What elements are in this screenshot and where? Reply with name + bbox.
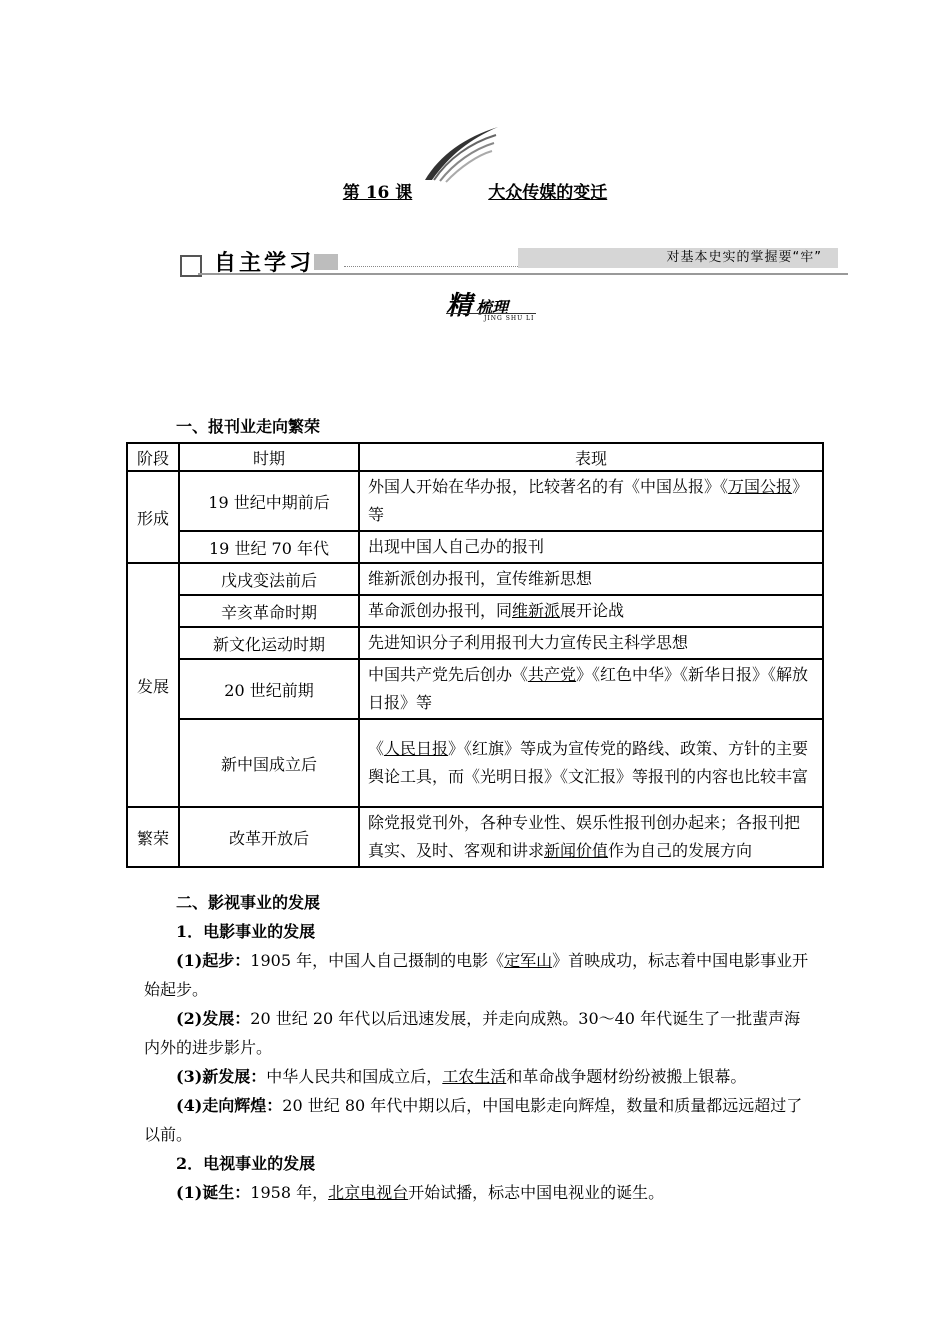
table-row: [127, 531, 823, 563]
desc-cell: 外国人开始在华办报，比较著名的有《中国丛报》《万国公报》等: [359, 471, 823, 531]
paragraph: (3)新发展：中华人民共和国成立后，工农生活和革命战争题材纷纷被搬上银幕。: [176, 1067, 747, 1086]
table-row: [127, 659, 823, 719]
period-cell: 新文化运动时期: [179, 627, 359, 659]
desc-cell: 出现中国人自己办的报刊: [359, 531, 823, 563]
table-row: [127, 627, 823, 659]
badge-underline: [446, 313, 536, 314]
banner-grey-block: [314, 254, 338, 270]
table-header-cell: 阶段: [127, 443, 179, 471]
badge-big-char: 精: [446, 291, 473, 321]
table-row: [127, 471, 823, 531]
swoosh-decoration-icon: [420, 125, 500, 185]
section2-heading: 二、影视事业的发展: [176, 893, 321, 912]
desc-cell: 中国共产党先后创办《共产党》《红色中华》《新华日报》《解放日报》等: [359, 659, 823, 719]
paragraph: (1)起步：1905 年，中国人自己摄制的电影《定军山》首映成功，标志着中国电影事业开始起步。: [144, 951, 809, 999]
lesson-number: 第 16 课: [342, 183, 413, 203]
subheading-film: 1．电影事业的发展: [176, 922, 316, 941]
desc-cell: 《人民日报》《红旗》等成为宣传党的路线、政策、方针的主要舆论工具，而《光明日报》《文汇报》等报刊的内容也比较丰富: [359, 719, 823, 807]
lesson-title: [0, 178, 950, 203]
banner-title: 自主学习: [214, 251, 315, 276]
jingshuli-badge: [440, 285, 550, 325]
paragraph: (2)发展：20 世纪 20 年代以后迅速发展，并走向成熟。30～40 年代诞生了一批蜚声海内外的进步影片。: [144, 1009, 801, 1057]
banner-subtitle: 对基本史实的掌握要“牢”: [518, 248, 838, 268]
period-cell: 新中国成立后: [179, 719, 359, 807]
period-cell: 20 世纪前期: [179, 659, 359, 719]
period-cell: 19 世纪 70 年代: [179, 531, 359, 563]
lesson-name: 大众传媒的变迁: [488, 183, 608, 203]
table-row: [127, 595, 823, 627]
period-cell: 19 世纪中期前后: [179, 471, 359, 531]
stage-cell: 繁荣: [127, 807, 179, 867]
table-header-row: [127, 443, 823, 471]
desc-cell: 维新派创办报刊，宣传维新思想: [359, 563, 823, 595]
stage-cell: 发展: [127, 563, 179, 807]
stage-cell: 形成: [127, 471, 179, 563]
badge-small-text: 梳理: [476, 298, 509, 317]
table-row: [127, 807, 823, 867]
subheading-tv: 2．电视事业的发展: [176, 1154, 316, 1173]
table-row: [127, 719, 823, 807]
table-row: [127, 563, 823, 595]
section-banner: [178, 246, 848, 276]
desc-cell: 除党报党刊外，各种专业性、娱乐性报刊创办起来；各报刊把真实、及时、客观和讲求新闻价值作为自己的发展方向: [359, 807, 823, 867]
section2-body: [144, 888, 810, 1207]
desc-cell: 先进知识分子利用报刊大力宣传民主科学思想: [359, 627, 823, 659]
section1-heading: 一、报刊业走向繁荣: [176, 417, 321, 436]
desc-cell: 革命派创办报刊，同维新派展开论战: [359, 595, 823, 627]
paragraph: (1)诞生：1958 年，北京电视台开始试播，标志中国电视业的诞生。: [176, 1183, 665, 1202]
period-cell: 改革开放后: [179, 807, 359, 867]
paragraph: (4)走向辉煌：20 世纪 80 年代中期以后，中国电影走向辉煌，数量和质量都远远超过了以前。: [144, 1096, 803, 1144]
period-cell: 辛亥革命时期: [179, 595, 359, 627]
badge-pinyin: JING SHU LI: [484, 315, 535, 322]
table-header-cell: 表现: [359, 443, 823, 471]
newspaper-table: [126, 442, 824, 868]
table-header-cell: 时期: [179, 443, 359, 471]
period-cell: 戊戌变法前后: [179, 563, 359, 595]
